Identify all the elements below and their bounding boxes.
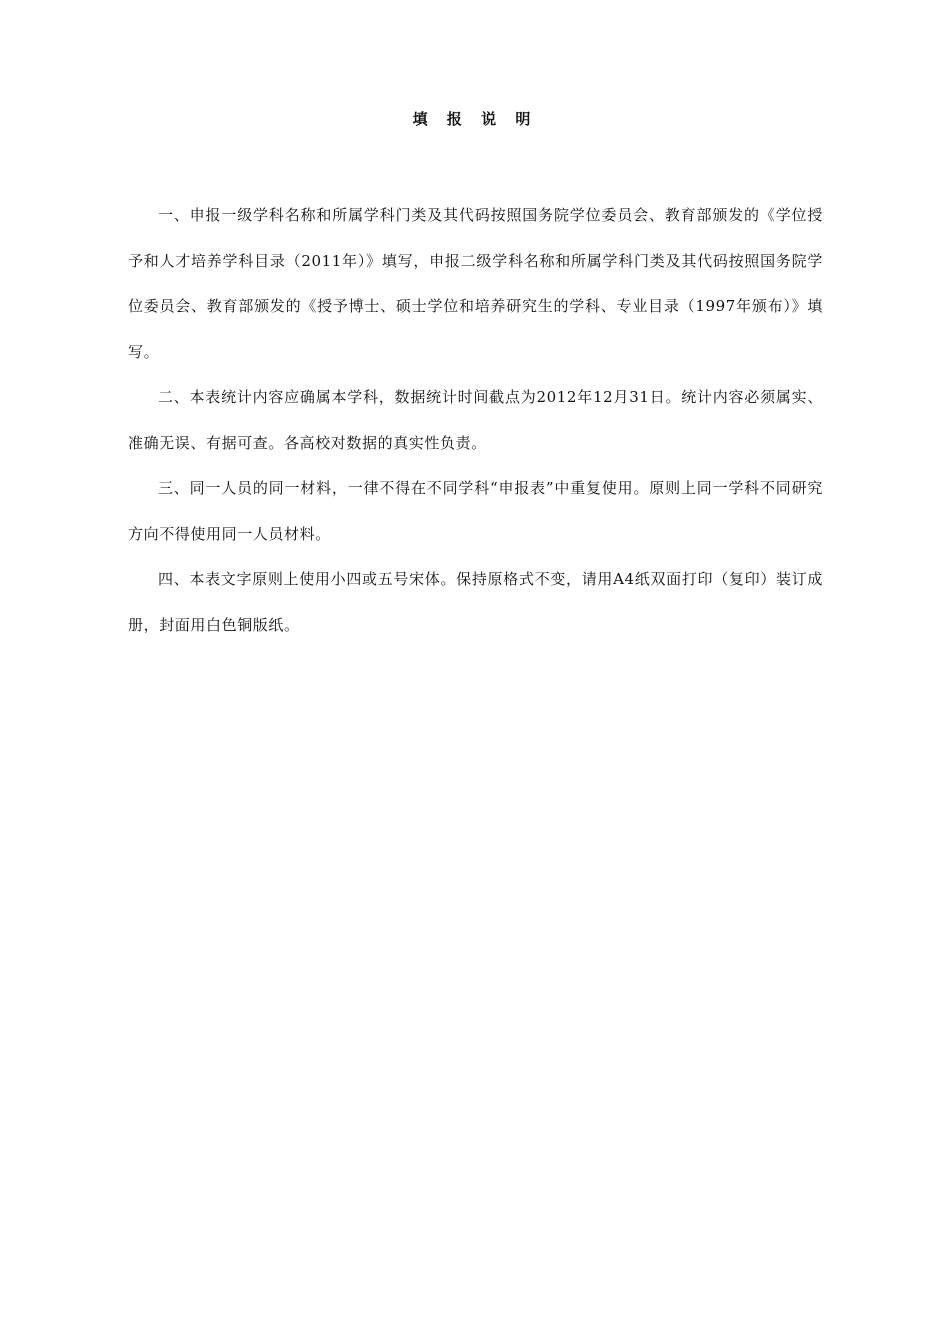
instruction-paragraph-1: 一、申报一级学科名称和所属学科门类及其代码按照国务院学位委员会、教育部颁发的《学位授予和人才培养学科目录（2011年）》填写，申报二级学科名称和所属学科门类及其代码按照国务院学位委员会、教育部颁发的《授予博士、硕士学位和培养研究生的学科、专业目录（1997年颁布）》填写。 <box>128 206 823 361</box>
instruction-paragraph-2: 二、本表统计内容应确属本学科，数据统计时间截点为2012年12月31日。统计内容必须属实、准确无误、有据可查。各高校对数据的真实性负责。 <box>128 388 823 452</box>
instruction-paragraph-3: 三、同一人员的同一材料，一律不得在不同学科“申报表”中重复使用。原则上同一学科不同研究方向不得使用同一人员材料。 <box>128 479 823 543</box>
page-title: 填 报 说 明 <box>412 110 538 128</box>
instructions-body <box>128 193 823 648</box>
instruction-paragraph-4: 四、本表文字原则上使用小四或五号宋体。保持原格式不变，请用A4纸双面打印（复印）装订成册，封面用白色铜版纸。 <box>128 570 823 634</box>
